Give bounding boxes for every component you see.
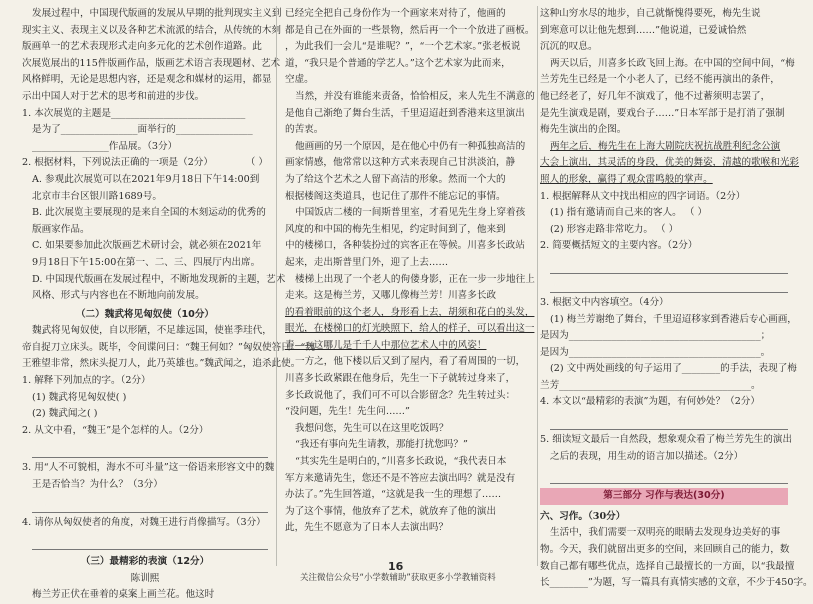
answer-line[interactable]: 是因为________________________________________；: [540, 330, 771, 342]
question-2: [22, 155, 268, 172]
option-b: B. 此次展览主要展现的是来自全国的木刻运动的优秀的: [32, 207, 266, 219]
passage-line: 起来，走出斯普里门外，迎了上去……: [285, 256, 449, 268]
passage-line: ，为此我们一会儿“是谁呢？”，“一个艺术家。”张老板说: [285, 41, 521, 53]
passage-line: 一方之，他下楼以后又到了屋内，看了看周围的一切，: [295, 356, 526, 368]
option-d-cont: 风格、形式与内容也在不断地向前发展。: [32, 290, 205, 302]
underlined-sentence: 照人的形象，赢得了观众雷鸣般的掌声。: [540, 173, 713, 185]
question-stem: 2. 根据材料，下列说法正确的一项是（2分）: [22, 157, 213, 169]
passage-line: 魏武将见匈奴使，自以形陋，不足雄远国，使崔季珪代，: [32, 325, 272, 337]
question-3: 3. 根据文中内容填空。（4分）: [540, 296, 669, 308]
passage-line: 根据楼阁这类道具，也记住了那件不能忘记的事情。: [285, 190, 506, 202]
passage-line: 是先生演戏是剧，要戏台子……”日本军部于是打消了强制: [540, 107, 785, 119]
passage-line: 多长政说他了，我们可不可以合影留念？先生转过头：: [285, 389, 516, 401]
passage-line: 当然，并没有谁能来责备，恰恰相反，来人先生不满意的: [295, 90, 535, 102]
passage-line: 的苦衷。: [285, 124, 324, 136]
answer-line[interactable]: [550, 278, 788, 293]
option-b-cont: 版画家作品。: [32, 223, 90, 235]
passage-line: 走来。这是梅兰芳，又哪儿像梅兰芳！川喜多长政: [285, 290, 497, 302]
underlined-sentence: 眼光，在楼梯口的灯光映照下，给人的样子，可以看出这一: [285, 323, 535, 335]
passage-line: 为了这个事情，他放弃了艺术，就放弃了他的演出: [285, 505, 497, 517]
passage-line: 川喜多长政紧跟在他身后，先生一下子就转过身来了，: [285, 373, 516, 385]
text-line: 发展过程中，中国现代版画的发展从早期的批判现实主义到: [32, 8, 282, 19]
option-a: A. 参观此次展览可以在2021年9月18日下午14:00到: [32, 173, 260, 185]
section-title: （三）最精彩的表演（12分）: [80, 556, 210, 568]
passage-line: 空虚。: [285, 74, 314, 86]
answer-line[interactable]: [32, 498, 268, 513]
prompt-line: 数自己都有哪些优点，选择自己最擅长的一方面，以“我最擅: [540, 560, 795, 572]
underlined-sentence: 两年之后，梅先生在上海大剧院庆祝抗战胜利纪念公演: [550, 140, 781, 152]
underlined-sentence: 的看着眼前的这个老人，身形看上去，胡须和花白的头发，: [285, 306, 535, 318]
passage-line: 都是自己在外面的一些景物，然后再一个一个放进了画板。: [285, 24, 535, 36]
author: 陈训熙: [130, 572, 160, 584]
passage-line: 梅兰芳正伏在垂着的桌案上画兰花。他这时: [32, 589, 215, 601]
option-a-cont: 北京市丰台区银川路1689号。: [32, 190, 162, 202]
prompt-line: 物。今天，我们就留出更多的空间，来回顾自己的能力，数: [540, 544, 790, 556]
passage-line: 两天以后，川喜多长政飞回上海。在中国的空间中间，“梅: [550, 57, 795, 69]
passage-line: 中的楼梯口，各种装扮过的宾客正在等候。川喜多长政站: [285, 240, 525, 252]
passage-line: 中国饭店二楼的一间斯普里室，才看见先生身上穿着孩: [295, 207, 526, 219]
prompt-line: 长________”为题，写一篇具有真情实感的文章，不少于450字。: [540, 577, 813, 589]
passage-line: 已经完全把自己身份作为一个画家来对待了，他画的: [285, 8, 506, 19]
footer-note: 关注微信公众号“小学数辅助”获取更多小学教辅资料: [300, 573, 496, 583]
question-1: 1. 本次展览的主题是____________________________: [22, 107, 246, 119]
sub-question[interactable]: (1) 指有邀请而自己来的客人。 （ ）: [550, 207, 708, 219]
prompt-line: 生活中，我们需要一双明亮的眼睛去发现身边美好的事: [550, 527, 781, 539]
text-line: 示出中国人对于艺术的思考和前进的步伐。: [22, 90, 205, 102]
section-title: 六、习作。（30分）: [540, 510, 626, 522]
option-c-cont: 9月18日下午15:00在第一、二、三、四展厅内出席。: [32, 256, 261, 268]
answer-line[interactable]: 是因为________________________________________。: [540, 346, 771, 358]
intro-paragraph: [22, 6, 282, 106]
column-right: [540, 0, 813, 592]
passage-line: 道，“我只是个普通的学艺人。”这个艺术家为此而来，: [285, 57, 511, 69]
answer-paren[interactable]: （ ）: [245, 157, 268, 169]
answer-line[interactable]: [32, 443, 268, 458]
page-number: 16: [388, 560, 404, 573]
underlined-sentence: 青——这哪儿是千千人中那位艺术人中的风姿！: [285, 339, 487, 351]
passage-line: 到寒意可以让他先想到……”他说道，已爱诚恰然: [540, 24, 747, 36]
passage-line: 为了给这个艺术之人留下高洁的形象。然而一个大的: [285, 173, 506, 185]
passage-line: 我想问您，先生可以在这里吃饭吗？: [295, 422, 449, 434]
answer-line[interactable]: [550, 415, 788, 430]
passage-line: “其实先生是明白的，”川喜多长政说，“我代表日本: [295, 456, 507, 468]
option-d: D. 中国现代版画在发展过程中，不断地发现新的主题，艺术: [32, 273, 286, 285]
passage-line: 兰芳先生已经是一个小老人了，已经不能再演出的条件，: [540, 74, 780, 86]
text-line: 版画单一的艺术表现形式走向多元化的艺术创作道路。此: [22, 41, 262, 53]
passage-line: “我还有事向先生请教，那能打扰您吗？”: [295, 439, 468, 451]
passage-line: 此，先生不愿意为了日本人去演出吗？: [285, 522, 449, 534]
passage-line: 他已经老了，好几年不演戏了，他不过蓄须明志罢了，: [540, 90, 771, 102]
question-4: 4. 本文以“最精彩的表演”为题，有何妙处？（2分）: [540, 396, 760, 408]
passage-line: 军方来邀请先生，您还不是不答应去演出吗？就是没有: [285, 472, 516, 484]
column-divider: [276, 6, 277, 566]
underlined-sentence: 大会上演出，其灵活的身段，优美的舞姿，清越的歌喉和光彩: [540, 157, 800, 169]
text-line: 风格鲜明，无论是思想内容，还是观念和媒材的运用，都显: [22, 74, 272, 86]
question-2: 2. 简要概括短文的主要内容。（2分）: [540, 240, 698, 252]
question-3-cont: 王是否恰当？为什么？（3分）: [32, 479, 163, 491]
sub-question[interactable]: (1) 魏武将见匈奴使( ): [32, 391, 127, 403]
passage-line: 帝自捉刀立床头。既毕，令间谍问曰：“魏王何如？”匈奴使答曰：“魏: [22, 341, 315, 353]
answer-line[interactable]: [550, 259, 788, 274]
answer-line[interactable]: [32, 535, 268, 550]
question-1: 1. 解释下列加点的字。（2分）: [22, 375, 151, 387]
option-c: C. 如果要参加此次版画艺术研讨会，就必须在2021年: [32, 240, 262, 252]
column-divider: [537, 6, 538, 566]
passage-line: 楼梯上出现了一个老人的佝偻身影，正在一步一步地往上: [295, 273, 535, 285]
passage-line: 沉沉的叹息。: [540, 41, 598, 53]
passage-line: “没问题，先生！先生问……”: [285, 406, 410, 418]
question-1: 1. 根据解释从文中找出相应的四字词语。（2分）: [540, 190, 746, 202]
part-header: 第三部分 习作与表达(30分): [540, 488, 788, 505]
question-4: 4. 请你从匈奴使者的角度，对魏王进行肖像描写。（3分）: [22, 516, 266, 528]
sub-question[interactable]: (2) 魏武闻之( ): [32, 408, 98, 420]
passage-line: 他画画的另一个原因，是在他心中仍有一种孤独高洁的: [295, 140, 526, 152]
answer-line[interactable]: 兰芳________________________________________。: [540, 379, 761, 391]
text-line: 现实主义、表现主义以及各种艺术流派的结合，从传统的木刻: [22, 24, 282, 36]
passage-line: 梅先生演出的企图。: [540, 124, 627, 136]
passage-line: 风度的和中国的梅先生相见，约定时间到了，他来到: [285, 223, 506, 235]
answer-line[interactable]: 是为了________________面举行的________________: [32, 124, 253, 136]
question-5: 5. 细读短文最后一自然段，想象观众看了梅兰芳先生的演出: [540, 434, 793, 446]
passage-line: 办法了。”先生回答道，“这就是我一生的理想了……: [285, 489, 502, 501]
question-2: 2. 从文中看，“魏王”是个怎样的人。（2分）: [22, 424, 209, 436]
sub-question: (1) 梅兰芳谢绝了舞台，千里迢迢移家到香港后专心画画，: [550, 313, 797, 325]
passage-line: 这种山穷水尽的地步，自己就惭愧得要死，梅先生说: [540, 8, 761, 19]
section-title: （二）魏武将见匈奴使（10分）: [75, 308, 215, 320]
question-3: 3. 用“人不可貌相，海水不可斗量”这一俗语来形容文中的魏: [22, 462, 275, 474]
answer-line[interactable]: ________________作品展。（3分）: [32, 140, 178, 152]
answer-line[interactable]: [550, 469, 788, 484]
text-line: 次展览展出的115件版画作品，版画艺术语言表现题材、艺术: [22, 57, 281, 69]
question-5-cont: 之后的表现，用生动的语言加以描述。（2分）: [550, 450, 744, 462]
column-middle: [285, 0, 535, 537]
passage-line: 画家情感，他常常以这种方式来表现自己甘洪淡泊，静: [285, 157, 516, 169]
passage-line: 是他自己渐绝了舞台生活，千里迢迢赶到香港来这里演出: [285, 107, 525, 119]
passage-line: 王雅望非常，然床头捉刀人，此乃英雄也。”魏武闻之，追杀此使。: [22, 358, 301, 370]
sub-question[interactable]: (2) 形容走路非常吃力。 （ ）: [550, 223, 679, 235]
sub-question[interactable]: (2) 文中两处画线的句子运用了________的手法，表现了梅: [550, 363, 797, 375]
